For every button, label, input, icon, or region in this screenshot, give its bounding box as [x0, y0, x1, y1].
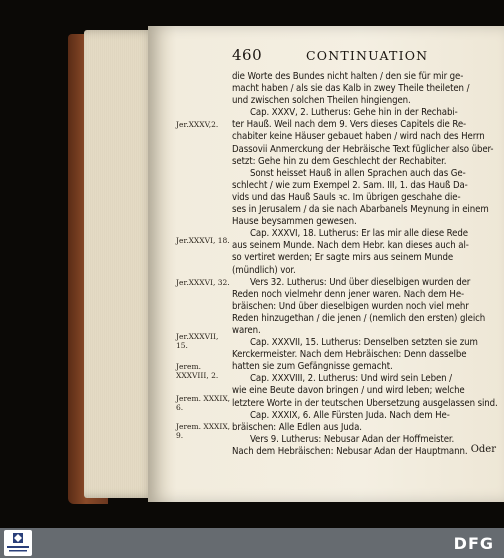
- viewer-footer-bar: [0, 528, 504, 558]
- text-line: und zwischen solchen Theilen hingiengen.: [232, 95, 411, 107]
- text-line: Kerckermeister. Nach dem Hebräischen: Denn dasselbe: [232, 349, 467, 361]
- margin-note: Jer.XXXVI, 32.: [176, 278, 230, 287]
- library-emblem-icon: [4, 530, 32, 556]
- text-line: wie eine Beute davon bringen / und wird leben; welche: [232, 385, 465, 397]
- text-line: Cap. XXXV, 2. Lutherus: Gehe hin in der Rechabi-: [250, 107, 458, 119]
- text-line: Dassovii Anmerckung der Hebräische Text füglicher also über-: [232, 143, 494, 155]
- margin-note: Jerem. XXXIX, 6.: [176, 394, 231, 412]
- text-line: letztere Worte in der teutschen Ubersetzung ausgelassen sind.: [232, 397, 498, 409]
- text-line: die Worte des Bundes nicht halten / den sie für mir ge-: [232, 71, 464, 82]
- text-line: Cap. XXXIX, 6. Alle Fürsten Juda. Nach dem He-: [250, 409, 450, 421]
- text-line: Cap. XXXVII, 15. Lutherus: Denselben setzten sie zum: [250, 337, 478, 349]
- text-line: bräischen: Und über dieselbigen wurden noch viel mehr: [232, 300, 469, 312]
- text-line: hatten sie zum Gefängnisse gemacht.: [232, 361, 393, 373]
- margin-note: Jerem. XXXIX, 9.: [176, 422, 231, 440]
- page-number: 460: [232, 46, 263, 64]
- page-body: [232, 71, 498, 458]
- text-line: Reden noch vielmehr denn jener waren. Nach dem He-: [232, 288, 465, 300]
- text-line: bräischen: Alle Edlen aus Juda.: [232, 421, 362, 433]
- running-title: CONTINUATION: [306, 48, 429, 63]
- text-line: ter Hauß. Weil nach dem 9. Vers dieses Capitels die Re-: [232, 119, 467, 131]
- text-line: vids und das Hauß Sauls ꝛc. Im übrigen geschahe die-: [232, 191, 461, 203]
- margin-note: Jer.XXXV,2.: [176, 120, 219, 129]
- library-logo[interactable]: [4, 530, 32, 556]
- margin-note: Jerem. XXXVIII, 2.: [176, 362, 219, 380]
- catchword: Oder: [470, 444, 496, 455]
- text-line: chabiter keine Häuser gebauet haben / wird nach des Herrn: [232, 131, 485, 143]
- text-line: waren.: [232, 324, 261, 336]
- text-line: Cap. XXXVI, 18. Lutherus: Er las mir alle diese Rede: [250, 228, 468, 240]
- text-line: Sonst heisset Hauß in allen Sprachen auch das Ge-: [250, 167, 466, 179]
- text-line: Reden hinzugethan / die jenen / (nemlich den ersten) gleich: [232, 312, 486, 324]
- page-edges: [84, 30, 156, 498]
- text-line: ses in Jerusalem / da sie nach Abarbanels Meynung in einem: [232, 204, 489, 216]
- text-line: (mündlich) vor.: [232, 264, 296, 276]
- text-line: Cap. XXXVIII, 2. Lutherus: Und wird sein Leben /: [250, 373, 452, 385]
- text-line: Vers 9. Lutherus: Nebusar Adan der Hoffmeister.: [250, 433, 455, 445]
- text-line: Vers 32. Lutherus: Und über dieselbigen wurden der: [250, 276, 471, 288]
- text-line: aus seinem Munde. Nach dem Hebr. kan dieses auch al-: [232, 240, 469, 252]
- text-line: Nach dem Hebräischen: Nebusar Adan der Hauptmann.: [232, 445, 468, 457]
- dfg-logo[interactable]: DFG: [453, 534, 494, 553]
- book-page: [148, 26, 504, 502]
- text-line: setzt: Gehe hin zu dem Geschlecht der Rechabiter.: [232, 155, 447, 167]
- text-line: Hause beysammen gewesen.: [232, 216, 357, 228]
- text-line: macht haben / als sie das Kalb in zwey Theile theileten /: [232, 83, 470, 95]
- text-line: schlecht / wie zum Exempel 2. Sam. III, 1. das Hauß Da-: [232, 179, 468, 191]
- margin-note: Jer.XXXVII, 15.: [176, 332, 219, 350]
- margin-note: Jer.XXXVI, 18.: [176, 236, 230, 245]
- text-line: so vertiret werden; Er sagte mirs aus seinem Munde: [232, 252, 454, 264]
